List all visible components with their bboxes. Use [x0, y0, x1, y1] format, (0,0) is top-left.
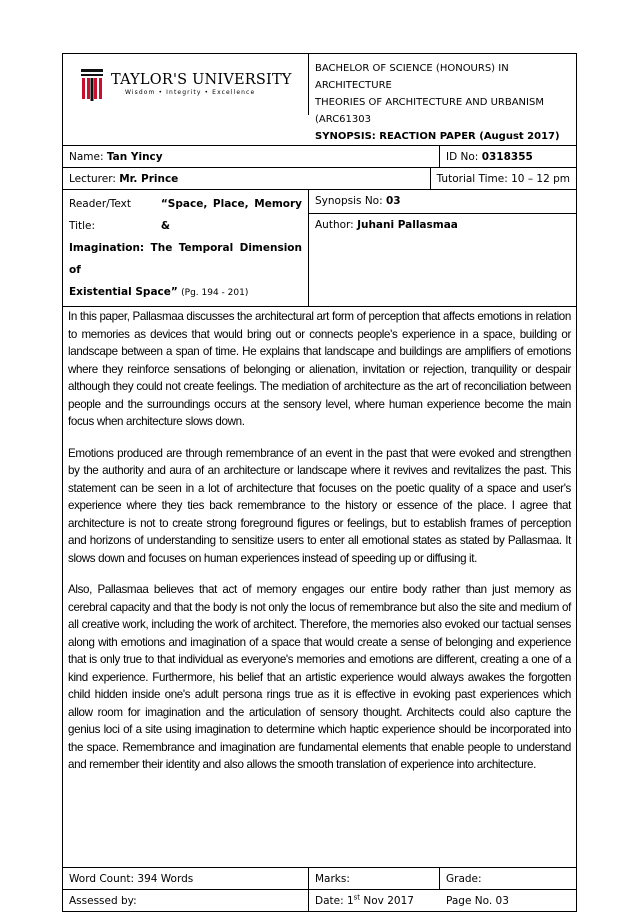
id-cell: ID No: 0318355	[446, 151, 533, 163]
word-count-row	[63, 868, 576, 890]
synopsis-title: SYNOPSIS: REACTION PAPER (August 2017)	[315, 131, 560, 142]
paragraph-2: Emotions produced are through remembrance of an event in the past that were evoked and strengthen by the authority and aura of an architecture or landscape where it revives and revitalizes the past. This statement can be seen in a lot of architecture that focuses on the poetic quality of a space and user's experience where they ties back remembrance to the history or essence of the place. I agree that architecture is not to create strong foreground figures or feelings, but to establish frames of perception and horizons of understanding to sensitize users to enter all emotional states as stated by Pallasmaa. It slows down and focuses on human experiences instead of speeding up or diffusing it.	[68, 446, 571, 565]
page-number: Page No. 03	[446, 895, 509, 907]
synopsis-author-cell	[309, 190, 576, 306]
marks: Marks:	[309, 868, 440, 889]
name-cell: Name: Tan Yincy	[63, 146, 440, 167]
reaction-text	[63, 307, 576, 868]
assessed-row	[63, 890, 576, 911]
course-info	[309, 54, 576, 145]
program-line-2: THEORIES OF ARCHITECTURE AND URBANISM (ARC61303	[315, 97, 544, 125]
reader-title-cell: Reader/Text Title: “Space, Place, Memory & Imagination: The Temporal Dimension of Existential Space” (Pg. 194 - 201)	[63, 190, 309, 306]
name-row	[63, 146, 576, 168]
date: Date: 1st Nov 2017	[315, 893, 414, 907]
program-line-1: BACHELOR OF SCIENCE (HONOURS) IN ARCHITECTURE	[315, 63, 509, 91]
lecturer-cell: Lecturer: Mr. Prince	[63, 168, 431, 189]
student-id: 0318355	[481, 151, 533, 163]
grade: Grade:	[446, 873, 482, 885]
university-name: TAYLOR'S UNIVERSITY	[111, 71, 292, 88]
tutorial-time: Tutorial Time: 10 – 12 pm	[436, 173, 570, 185]
synopsis-form	[62, 53, 577, 912]
lecturer-name: Mr. Prince	[119, 173, 179, 185]
paragraph-1: In this paper, Pallasmaa discusses the architectural art form of perception that affects emotions in relation to memories as devices that would bring out or connects people's experience in a space, building or landscape between a span of time. He explains that landscape and buildings are amplifiers of emotions where they reinforce sensations of belonging or alienation, invitation or rejection, tranquility or despair although they could not create feelings. The mediation of architecture as the art of reconciliation between people and the surroundings occurs at the sensory level, where human experience become the main focus when architecture slows down.	[68, 310, 571, 428]
taylors-crest-icon	[81, 69, 103, 101]
author: Author: Juhani Pallasmaa	[315, 219, 458, 231]
lecturer-row	[63, 168, 576, 190]
university-logo	[63, 54, 309, 115]
university-motto: Wisdom • Integrity • Excellence	[125, 88, 256, 96]
synopsis-no: Synopsis No: 03	[309, 190, 576, 214]
assessed-by: Assessed by:	[63, 890, 309, 911]
reader-row	[63, 190, 576, 307]
reader-pages: (Pg. 194 - 201)	[181, 288, 249, 298]
paragraph-3: Also, Pallasmaa believes that act of memory engages our entire body rather than just memory as cerebral capacity and that the body is not only the locus of remembrance but also the site and medium of all creative work, including the work of architect. Therefore, the memories also evoked our tactual senses along with emotions and imagination of a space that would create a sense of belonging and experience that is only true to that individual as everyone's memories and emotions are different, creating a one of a kind experience. Furthermore, his belief that an artistic experience would always awakes the forgotten child hidden inside one's adult persona rings true as it is effective in evoking past experiences which allow room for imagination and the articulation of sensory thought. Architects could also capture the genius loci of a site using imagination to determine which haptic experience should be incorporated into the space. Remembrance and imagination are fundamental elements that enable people to understand and remember their identity and also allows the smooth translation of experience into architecture.	[68, 583, 571, 771]
student-name: Tan Yincy	[106, 151, 163, 163]
form-header	[63, 54, 576, 146]
word-count: Word Count: 394 Words	[63, 868, 309, 889]
